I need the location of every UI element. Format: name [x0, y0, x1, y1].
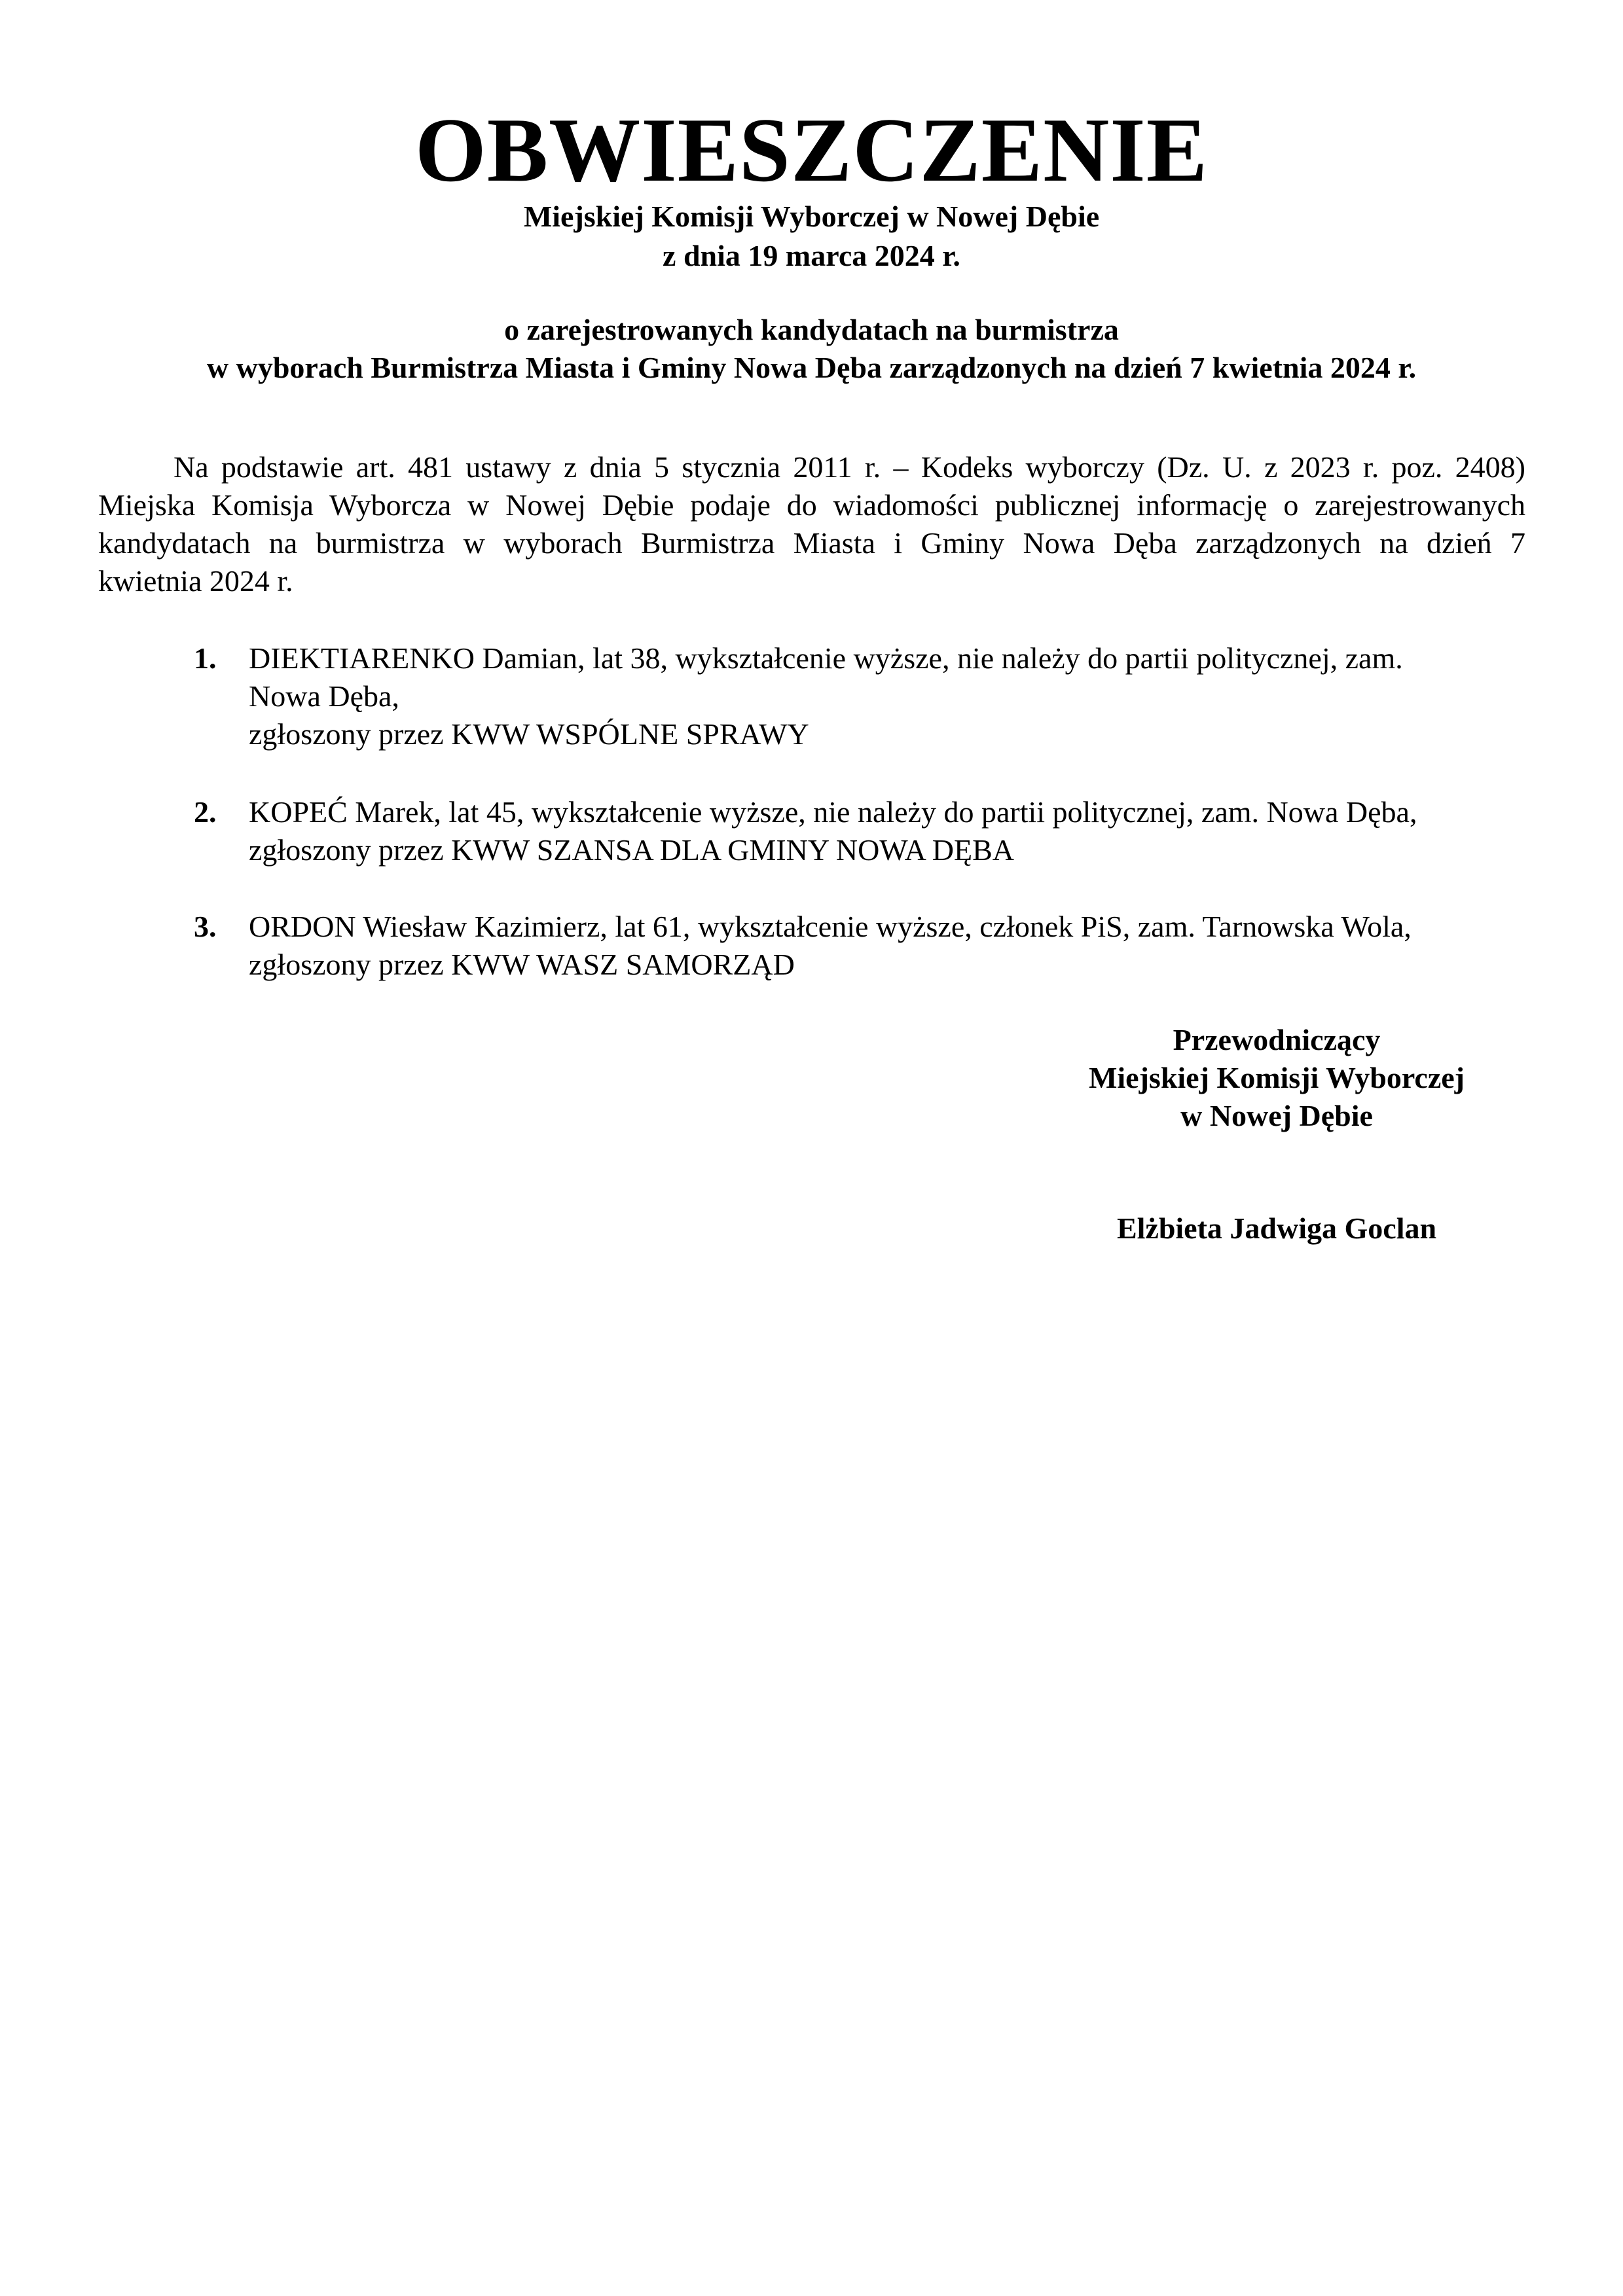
candidate-details: ORDON Wiesław Kazimierz, lat 61, wykształcenie wyższe, członek PiS, zam. Tarnowska Wola,	[249, 910, 1412, 943]
candidate-nominating-committee: zgłoszony przez KWW WSPÓLNE SPRAWY	[249, 717, 809, 751]
signature-role-line-1: Przewodniczący	[1173, 1023, 1381, 1056]
legal-basis-paragraph	[98, 448, 1525, 600]
candidate-residence: Nowa Dęba,	[249, 679, 399, 713]
issuer-line: Miejskiej Komisji Wyborczej w Nowej Dębie	[523, 200, 1100, 233]
signature-block	[1008, 1021, 1545, 1135]
candidate-number: 3.	[194, 910, 217, 943]
candidate-number: 1.	[194, 641, 217, 675]
signature-role-line-2: Miejskiej Komisji Wyborczej	[1088, 1061, 1465, 1094]
paragraph-line-3: kandydatach na burmistrza w wyborach Burmistrza Miasta i Gminy Nowa Dęba zarządzonych na dzień 7	[98, 526, 1525, 560]
candidate-number: 2.	[194, 795, 217, 829]
paragraph-line-1: Na podstawie art. 481 ustawy z dnia 5 stycznia 2011 r. – Kodeks wyborczy (Dz. U. z 2023 r. poz. 2408)	[173, 450, 1525, 484]
candidate-nominating-committee: zgłoszony przez KWW WASZ SAMORZĄD	[249, 948, 795, 981]
document-title: OBWIESZCZENIE	[414, 99, 1209, 201]
candidate-details: KOPEĆ Marek, lat 45, wykształcenie wyższe, nie należy do partii politycznej, zam. Nowa Dęba,	[249, 795, 1417, 829]
signature-role-line-3: w Nowej Dębie	[1180, 1099, 1373, 1132]
candidate-nominating-committee: zgłoszony przez KWW SZANSA DLA GMINY NOWA DĘBA	[249, 833, 1015, 867]
date-line: z dnia 19 marca 2024 r.	[663, 239, 960, 272]
candidate-details: DIEKTIARENKO Damian, lat 38, wykształcenie wyższe, nie należy do partii politycznej, zam.	[249, 641, 1403, 675]
subject-line-1: o zarejestrowanych kandydatach na burmistrza	[504, 313, 1119, 346]
paragraph-line-2: Miejska Komisja Wyborcza w Nowej Dębie podaje do wiadomości publicznej informację o zarejestrowanych	[98, 488, 1525, 522]
subject-line-2: w wyborach Burmistrza Miasta i Gminy Nowa Dęba zarządzonych na dzień 7 kwietnia 2024 r.	[206, 351, 1417, 384]
paragraph-line-4: kwietnia 2024 r.	[98, 564, 293, 598]
signatory-name: Elżbieta Jadwiga Goclan	[1116, 1211, 1437, 1245]
